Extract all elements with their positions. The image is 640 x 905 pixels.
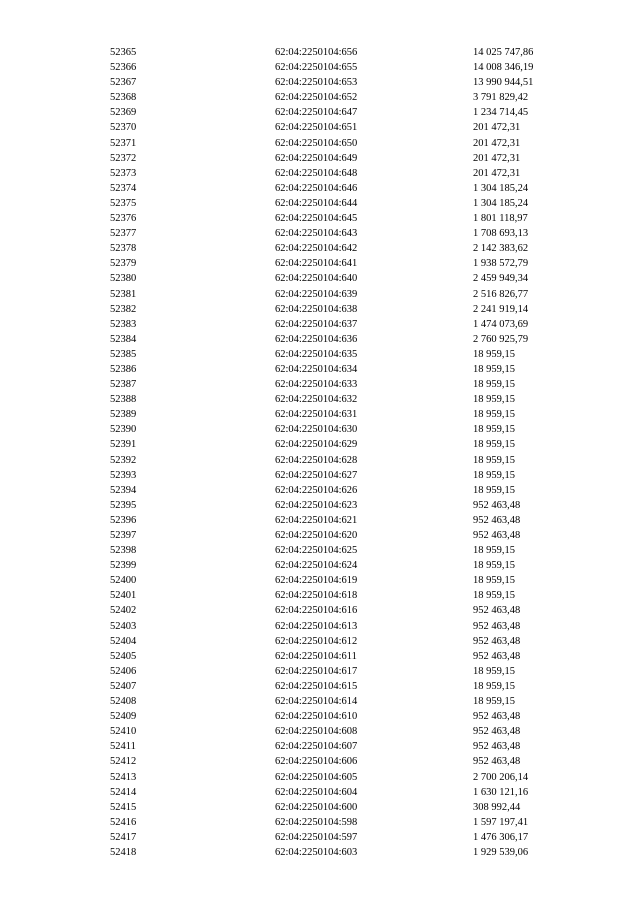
table-row [0, 634, 640, 649]
row-number: 52392 [110, 454, 137, 466]
row-number: 52366 [110, 62, 137, 74]
cadastral-number: 62:04:2250104:649 [275, 152, 358, 164]
table-row [0, 302, 640, 317]
row-number: 52398 [110, 545, 137, 557]
row-number: 52377 [110, 228, 137, 240]
cadastral-number: 62:04:2250104:653 [275, 77, 358, 89]
cadastral-value: 18 959,15 [473, 348, 515, 360]
table-row [0, 45, 640, 60]
row-number: 52393 [110, 469, 137, 481]
cadastral-number: 62:04:2250104:631 [275, 409, 358, 421]
row-number: 52365 [110, 47, 137, 58]
row-number: 52376 [110, 213, 137, 225]
row-number: 52401 [110, 590, 137, 602]
table-row [0, 377, 640, 392]
table-row [0, 739, 640, 754]
table-row [0, 211, 640, 226]
cadastral-number: 62:04:2250104:608 [275, 726, 358, 738]
cadastral-number: 62:04:2250104:634 [275, 363, 358, 375]
cadastral-value: 18 959,15 [473, 560, 515, 572]
table-row [0, 166, 640, 181]
table-row [0, 664, 640, 679]
row-number: 52383 [110, 318, 137, 330]
cadastral-number: 62:04:2250104:636 [275, 333, 358, 345]
cadastral-value: 952 463,48 [473, 635, 521, 647]
table-row [0, 468, 640, 483]
cadastral-number: 62:04:2250104:652 [275, 92, 358, 104]
cadastral-number: 62:04:2250104:626 [275, 484, 358, 496]
row-number: 52369 [110, 107, 137, 119]
cadastral-number: 62:04:2250104:604 [275, 786, 358, 798]
cadastral-number: 62:04:2250104:614 [275, 696, 358, 708]
cadastral-number: 62:04:2250104:617 [275, 665, 358, 677]
table-row [0, 815, 640, 830]
cadastral-value: 952 463,48 [473, 711, 521, 723]
row-number: 52368 [110, 92, 137, 104]
table-row [0, 362, 640, 377]
cadastral-number: 62:04:2250104:637 [275, 318, 358, 330]
cadastral-value: 1 801 118,97 [473, 213, 528, 225]
cadastral-number: 62:04:2250104:641 [275, 258, 358, 270]
table-row [0, 60, 640, 75]
cadastral-value: 1 304 185,24 [473, 182, 529, 194]
table-row [0, 724, 640, 739]
cadastral-value: 952 463,48 [473, 756, 521, 768]
cadastral-number: 62:04:2250104:598 [275, 816, 358, 828]
table-row [0, 181, 640, 196]
row-number: 52415 [110, 801, 137, 813]
table-row [0, 679, 640, 694]
table-row [0, 513, 640, 528]
row-number: 52389 [110, 409, 137, 421]
cadastral-value: 1 597 197,41 [473, 816, 529, 828]
cadastral-value: 18 959,15 [473, 590, 515, 602]
table-row [0, 619, 640, 634]
cadastral-value: 18 959,15 [473, 680, 515, 692]
cadastral-number: 62:04:2250104:630 [275, 424, 358, 436]
table-row [0, 196, 640, 211]
table-row [0, 226, 640, 241]
table-row [0, 407, 640, 422]
cadastral-value: 308 992,44 [473, 801, 521, 813]
row-number: 52381 [110, 288, 137, 300]
table-row [0, 709, 640, 724]
row-number: 52371 [110, 137, 137, 149]
cadastral-value: 952 463,48 [473, 741, 521, 753]
table-row [0, 256, 640, 271]
row-number: 52408 [110, 696, 137, 708]
cadastral-number: 62:04:2250104:651 [275, 122, 358, 134]
cadastral-value: 18 959,15 [473, 363, 515, 375]
row-number: 52367 [110, 77, 137, 89]
cadastral-value: 1 476 306,17 [473, 831, 529, 843]
table-row [0, 573, 640, 588]
cadastral-number: 62:04:2250104:644 [275, 197, 358, 209]
cadastral-value: 18 959,15 [473, 665, 515, 677]
row-number: 52402 [110, 605, 137, 617]
row-number: 52373 [110, 167, 137, 179]
cadastral-number: 62:04:2250104:646 [275, 182, 358, 194]
cadastral-number: 62:04:2250104:650 [275, 137, 358, 149]
table-row [0, 287, 640, 302]
row-number: 52388 [110, 394, 137, 406]
cadastral-value: 952 463,48 [473, 620, 521, 632]
table-row [0, 151, 640, 166]
cadastral-value: 18 959,15 [473, 696, 515, 708]
cadastral-number: 62:04:2250104:606 [275, 756, 358, 768]
table-row [0, 392, 640, 407]
row-number: 52384 [110, 333, 137, 345]
row-number: 52386 [110, 363, 137, 375]
table-row [0, 754, 640, 769]
cadastral-number: 62:04:2250104:628 [275, 454, 358, 466]
cadastral-value: 2 700 206,14 [473, 771, 529, 783]
cadastral-number: 62:04:2250104:621 [275, 514, 358, 526]
cadastral-value: 18 959,15 [473, 394, 515, 406]
row-number: 52379 [110, 258, 137, 270]
cadastral-value: 2 760 925,79 [473, 333, 529, 345]
cadastral-value: 952 463,48 [473, 605, 521, 617]
cadastral-number: 62:04:2250104:647 [275, 107, 358, 119]
cadastral-value: 1 938 572,79 [473, 258, 529, 270]
table-row [0, 770, 640, 785]
table-row [0, 785, 640, 800]
row-number: 52410 [110, 726, 137, 738]
table-row [0, 120, 640, 135]
table-row [0, 271, 640, 286]
cadastral-number: 62:04:2250104:607 [275, 741, 358, 753]
table-row [0, 241, 640, 256]
cadastral-number: 62:04:2250104:620 [275, 530, 358, 541]
row-number: 52418 [110, 846, 137, 858]
table-row [0, 649, 640, 664]
cadastral-value: 18 959,15 [473, 575, 515, 587]
cadastral-number: 62:04:2250104:645 [275, 213, 358, 225]
cadastral-value: 201 472,31 [473, 167, 521, 179]
cadastral-value: 13 990 944,51 [473, 77, 534, 89]
table-row [0, 332, 640, 347]
row-number: 52403 [110, 620, 137, 632]
cadastral-value: 201 472,31 [473, 122, 521, 134]
table-row [0, 528, 640, 543]
cadastral-number: 62:04:2250104:610 [275, 711, 358, 723]
row-number: 52378 [110, 243, 137, 255]
cadastral-number: 62:04:2250104:633 [275, 379, 358, 391]
cadastral-number: 62:04:2250104:627 [275, 469, 358, 481]
cadastral-value: 1 304 185,24 [473, 197, 529, 209]
cadastral-number: 62:04:2250104:624 [275, 560, 358, 572]
table-row [0, 830, 640, 845]
data-table [0, 45, 640, 860]
cadastral-value: 952 463,48 [473, 514, 521, 526]
row-number: 52405 [110, 650, 137, 662]
table-row [0, 90, 640, 105]
table-row [0, 105, 640, 120]
table-row [0, 558, 640, 573]
cadastral-number: 62:04:2250104:643 [275, 228, 358, 240]
row-number: 52400 [110, 575, 137, 587]
row-number: 52372 [110, 152, 137, 164]
cadastral-number: 62:04:2250104:613 [275, 620, 358, 632]
row-number: 52417 [110, 831, 137, 843]
cadastral-number: 62:04:2250104:600 [275, 801, 358, 813]
table-row [0, 694, 640, 709]
row-number: 52374 [110, 182, 137, 194]
cadastral-value: 2 459 949,34 [473, 273, 529, 285]
cadastral-value: 1 474 073,69 [473, 318, 529, 330]
cadastral-value: 952 463,48 [473, 499, 521, 511]
cadastral-number: 62:04:2250104:639 [275, 288, 358, 300]
row-number: 52396 [110, 514, 137, 526]
cadastral-value: 952 463,48 [473, 530, 521, 541]
cadastral-value: 201 472,31 [473, 137, 521, 149]
row-number: 52406 [110, 665, 137, 677]
cadastral-number: 62:04:2250104:629 [275, 439, 358, 451]
cadastral-value: 3 791 829,42 [473, 92, 529, 104]
cadastral-value: 952 463,48 [473, 726, 521, 738]
row-number: 52380 [110, 273, 137, 285]
cadastral-number: 62:04:2250104:642 [275, 243, 358, 255]
row-number: 52411 [110, 741, 136, 753]
cadastral-number: 62:04:2250104:612 [275, 635, 358, 647]
cadastral-number: 62:04:2250104:597 [275, 831, 358, 843]
cadastral-value: 18 959,15 [473, 469, 515, 481]
cadastral-value: 18 959,15 [473, 484, 515, 496]
cadastral-value: 18 959,15 [473, 439, 515, 451]
table-row [0, 543, 640, 558]
table-row [0, 75, 640, 90]
cadastral-number: 62:04:2250104:648 [275, 167, 358, 179]
table-row [0, 317, 640, 332]
row-number: 52395 [110, 499, 137, 511]
table-row [0, 136, 640, 151]
table-row [0, 437, 640, 452]
cadastral-value: 14 025 747,86 [473, 47, 534, 58]
cadastral-value: 18 959,15 [473, 409, 515, 421]
cadastral-value: 1 929 539,06 [473, 846, 529, 858]
cadastral-value: 1 630 121,16 [473, 786, 529, 798]
table-row [0, 453, 640, 468]
table-row [0, 603, 640, 618]
cadastral-number: 62:04:2250104:655 [275, 62, 358, 74]
cadastral-value: 2 241 919,14 [473, 303, 529, 315]
cadastral-value: 1 708 693,13 [473, 228, 529, 240]
row-number: 52404 [110, 635, 137, 647]
cadastral-value: 18 959,15 [473, 424, 515, 436]
row-number: 52370 [110, 122, 137, 134]
cadastral-number: 62:04:2250104:623 [275, 499, 358, 511]
cadastral-number: 62:04:2250104:632 [275, 394, 358, 406]
cadastral-number: 62:04:2250104:605 [275, 771, 358, 783]
cadastral-value: 14 008 346,19 [473, 62, 534, 74]
cadastral-number: 62:04:2250104:619 [275, 575, 358, 587]
row-number: 52399 [110, 560, 137, 572]
cadastral-number: 62:04:2250104:611 [275, 650, 357, 662]
row-number: 52385 [110, 348, 137, 360]
row-number: 52416 [110, 816, 137, 828]
cadastral-value: 18 959,15 [473, 379, 515, 391]
table-row [0, 483, 640, 498]
cadastral-number: 62:04:2250104:656 [275, 47, 358, 58]
row-number: 52394 [110, 484, 137, 496]
cadastral-number: 62:04:2250104:615 [275, 680, 358, 692]
row-number: 52375 [110, 197, 137, 209]
cadastral-number: 62:04:2250104:638 [275, 303, 358, 315]
cadastral-number: 62:04:2250104:616 [275, 605, 358, 617]
table-row [0, 845, 640, 860]
cadastral-number: 62:04:2250104:635 [275, 348, 358, 360]
row-number: 52413 [110, 771, 137, 783]
cadastral-number: 62:04:2250104:618 [275, 590, 358, 602]
cadastral-number: 62:04:2250104:625 [275, 545, 358, 557]
table-row [0, 422, 640, 437]
table-row [0, 347, 640, 362]
cadastral-number: 62:04:2250104:603 [275, 846, 358, 858]
cadastral-value: 1 234 714,45 [473, 107, 529, 119]
cadastral-value: 18 959,15 [473, 545, 515, 557]
row-number: 52382 [110, 303, 137, 315]
cadastral-number: 62:04:2250104:640 [275, 273, 358, 285]
row-number: 52409 [110, 711, 137, 723]
table-row [0, 498, 640, 513]
cadastral-value: 2 516 826,77 [473, 288, 529, 300]
row-number: 52387 [110, 379, 137, 391]
cadastral-value: 201 472,31 [473, 152, 521, 164]
cadastral-value: 952 463,48 [473, 650, 521, 662]
row-number: 52391 [110, 439, 137, 451]
row-number: 52414 [110, 786, 137, 798]
row-number: 52397 [110, 530, 137, 541]
row-number: 52407 [110, 680, 137, 692]
table-row [0, 800, 640, 815]
cadastral-value: 18 959,15 [473, 454, 515, 466]
cadastral-value: 2 142 383,62 [473, 243, 529, 255]
row-number: 52390 [110, 424, 137, 436]
table-row [0, 588, 640, 603]
row-number: 52412 [110, 756, 137, 768]
